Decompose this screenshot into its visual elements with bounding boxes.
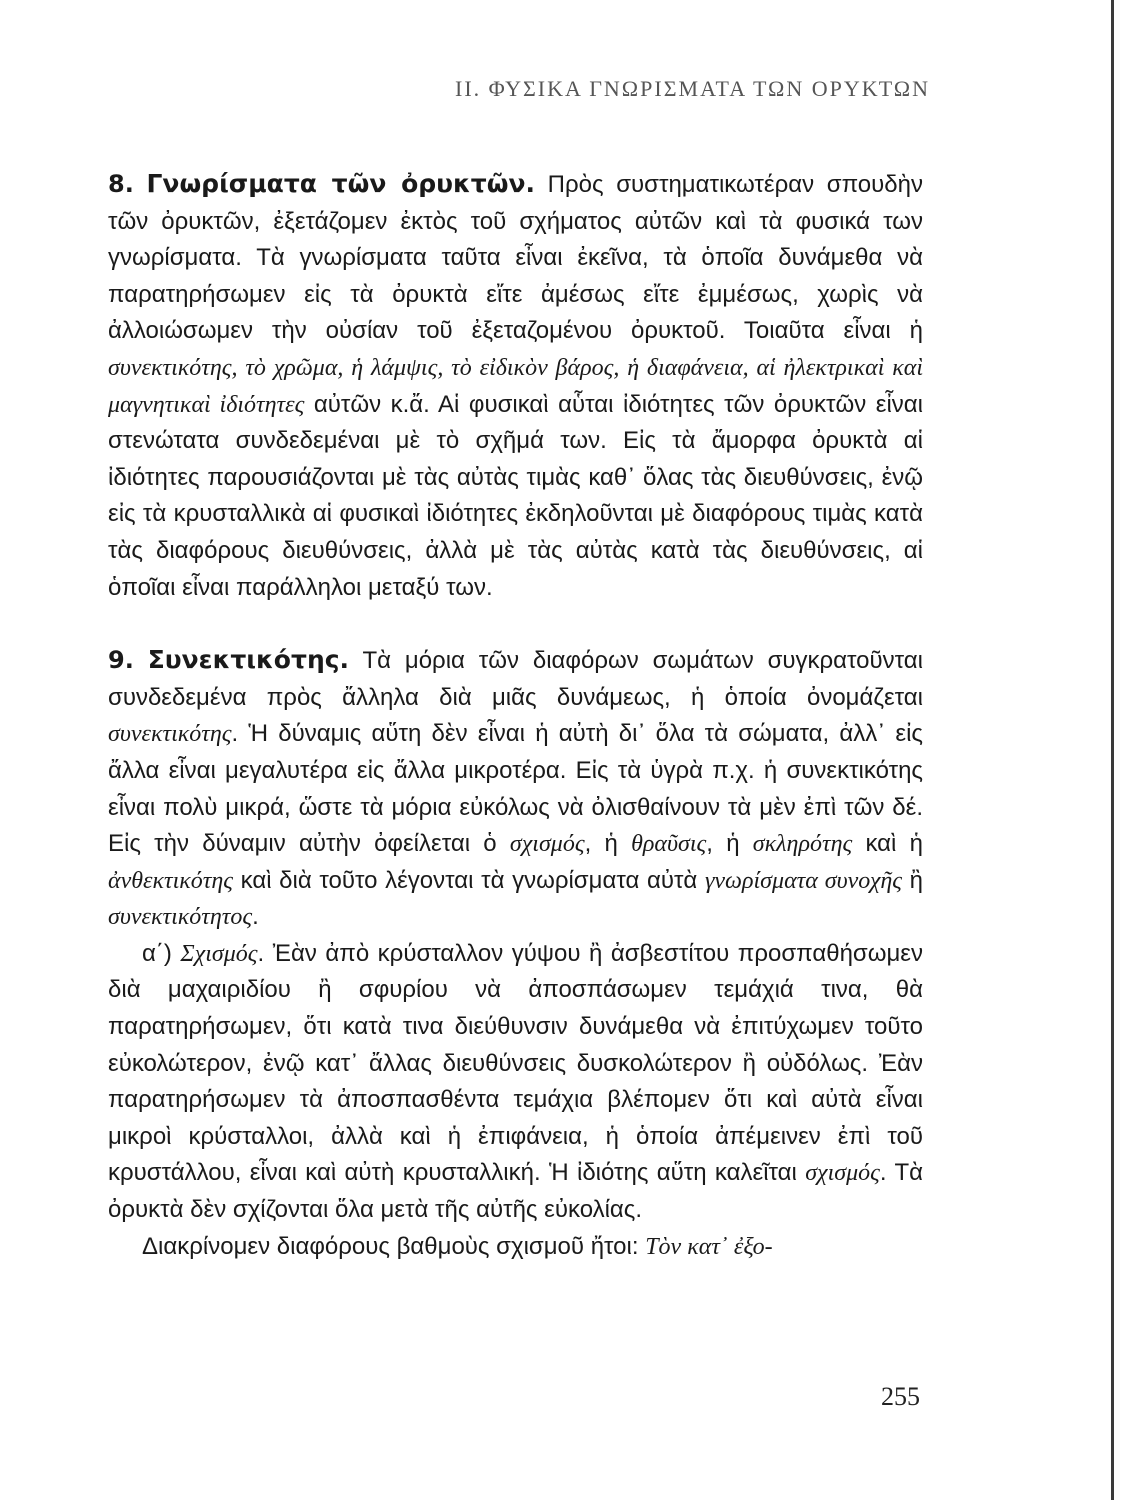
section-9-text-5: καὶ ἡ [852, 830, 923, 858]
subsection-a-title: Σχισμός [180, 940, 258, 967]
section-9-title: Συνεκτικότης. [147, 645, 350, 675]
section-9-text-2: . Ἡ δύναμις αὕτη δὲν εἶναι ἡ αὐτὴ δι᾿ ὅλα τὰ σώματα, ἀλλ᾿ εἰς ἄλλα εἶναι μεγαλυτέρα εἰς ἄλλα μικροτέρα. Εἰς τὰ ὑγρὰ π.χ. ἡ συνεκτικότης εἶναι πολὺ μικρά, ὥστε τὰ μόρια εὐκόλως νὰ ὀλισθαίνουν τὰ μὲν ἐπὶ τῶν δέ. Εἰς τὴν δύναμιν αὐτὴν ὀφείλεται ὁ [108, 720, 923, 858]
body-text [108, 166, 923, 1265]
section-9-italic-1: συνεκτικότης [108, 721, 232, 748]
section-9-text-1: Τὰ μόρια τῶν διαφόρων σωμάτων συγκρατοῦνται συνδεδεμένα πρὸς ἄλληλα διὰ μιᾶς δυνάμεως, ἡ ὁποία ὀνομάζεται [108, 647, 923, 711]
section-8-italic-properties: συνεκτικότης, τὸ χρῶμα, ἡ λάμψις, τὸ εἰδικὸν βάρος, ἡ διαφάνεια, αἱ ἠλεκτρικαὶ καὶ μαγνητικαὶ ἰδιότητες [108, 354, 923, 418]
section-9-italic-4: σκληρότης [752, 831, 853, 858]
subsection-a-italic-2: σχισμός [805, 1160, 880, 1187]
section-8-title: Γνωρίσματα τῶν ὀρυκτῶν. [146, 169, 535, 198]
subsection-a-text-2: . Τὰ ὀρυκτὰ δὲν σχίζονται ὅλα μετὰ τῆς αὐτῆς εὐκολίας. [108, 1159, 924, 1224]
section-8-text-1: Πρὸς συστηματικωτέραν σπουδὴν τῶν ὀρυκτῶν, ἐξετάζομεν ἐκτὸς τοῦ σχήματος αὐτῶν καὶ τὰ φυσικά των γνωρίσματα. Τὰ γνωρίσματα ταῦτα εἶναι ἐκεῖνα, τὰ ὁποῖα δυνάμεθα νὰ παρατηρήσωμεν εἰς τὰ ὀρυκτὰ εἴτε ἀμέσως εἴτε ἐμμέσως, χωρὶς νὰ ἀλλοιώσωμεν τὴν οὐσίαν τοῦ ἐξεταζομένου ὀρυκτοῦ. Τοιαῦτα εἶναι ἡ [108, 171, 923, 345]
paragraph-gap [108, 606, 923, 642]
section-9-text-4: , ἡ [706, 830, 753, 858]
page-number: 255 [881, 1382, 920, 1411]
section-8-number: 8. [108, 170, 134, 198]
section-8-text-2: αὐτῶν κ.ἄ. Αἱ φυσικαὶ αὗται ἰδιότητες τῶν ὀρυκτῶν εἶναι στενώτατα συνδεδεμέναι μὲ τὸ σχῆμά των. Εἰς τὰ ἄμορφα ὀρυκτὰ αἱ ἰδιότητες παρουσιάζονται μὲ τὰς αὐτὰς τιμὰς καθ᾿ ὅλας τὰς διευθύνσεις, ἐνῷ εἰς τὰ κρυσταλλικὰ αἱ φυσικαὶ ἰδιότητες ἐκδηλοῦνται μὲ διαφόρους τιμὰς κατὰ τὰς διαφόρους διευθύνσεις, ἀλλὰ μὲ τὰς αὐτὰς κατὰ τὰς διευθύνσεις, αἱ ὁποῖαι εἶναι παράλληλοι μεταξύ των. [108, 390, 923, 601]
section-9-italic-3: θραῦσις [631, 831, 707, 858]
paragraph-cleavage-grades [108, 1229, 923, 1266]
last-para-text: Διακρίνομεν διαφόρους βαθμοὺς σχισμοῦ ἤτοι: [142, 1232, 646, 1260]
page-edge-line [1111, 0, 1114, 1500]
subsection-a-label: α΄) [142, 939, 181, 967]
section-9-italic-2: σχισμός [509, 831, 585, 858]
section-9-text-3: , ἡ [584, 830, 632, 858]
section-9-text-7: ἢ [902, 866, 923, 894]
section-9-italic-7: συνεκτικότητος [108, 904, 253, 931]
paragraph-section-8 [108, 166, 923, 606]
paragraph-section-9 [108, 642, 923, 936]
section-9-italic-6: γνωρίσματα συνοχῆς [704, 867, 903, 894]
running-header: II. ΦΥΣΙΚΑ ΓΝΩΡΙΣΜΑΤΑ ΤΩΝ ΟΡΥΚΤΩΝ [455, 76, 930, 101]
section-9-italic-5: ἀνθεκτικότης [108, 867, 234, 894]
last-para-italic: Τὸν κατ᾿ ἐξο- [645, 1233, 773, 1260]
subsection-a-text-1: . Ἐὰν ἀπὸ κρύσταλλον γύψου ἢ ἀσβεστίτου προσπαθήσωμεν διὰ μαχαιριδίου ἢ σφυρίου νὰ ἀποσπάσωμεν τεμάχιά τινα, θὰ παρατηρήσωμεν, ὅτι κατὰ τινα διεύθυνσιν δυνάμεθα νὰ ἐπιτύχωμεν τοῦτο εὐκολώτερον, ἐνῷ κατ᾿ ἄλλας διευθύνσεις δυσκολώτερον ἢ οὐδόλως. Ἐὰν παρατηρήσωμεν τὰ ἀποσπασθέντα τεμάχια βλέπομεν ὅτι καὶ αὐτὰ εἶναι μικροὶ κρύσταλλοι, ἀλλὰ καὶ ἡ ἐπιφάνεια, ἡ ὁποία ἀπέμεινεν ἐπὶ τοῦ κρυστάλλου, εἶναι καὶ αὐτὴ κρυσταλλική. Ἡ ἰδιότης αὕτη καλεῖται [108, 939, 923, 1187]
section-9-number: 9. [108, 646, 134, 675]
section-9-text-6: καὶ διὰ τοῦτο λέγονται τὰ γνωρίσματα αὐτὰ [233, 866, 705, 894]
section-9-text-8: . [252, 903, 259, 931]
paragraph-subsection-a [108, 936, 923, 1229]
